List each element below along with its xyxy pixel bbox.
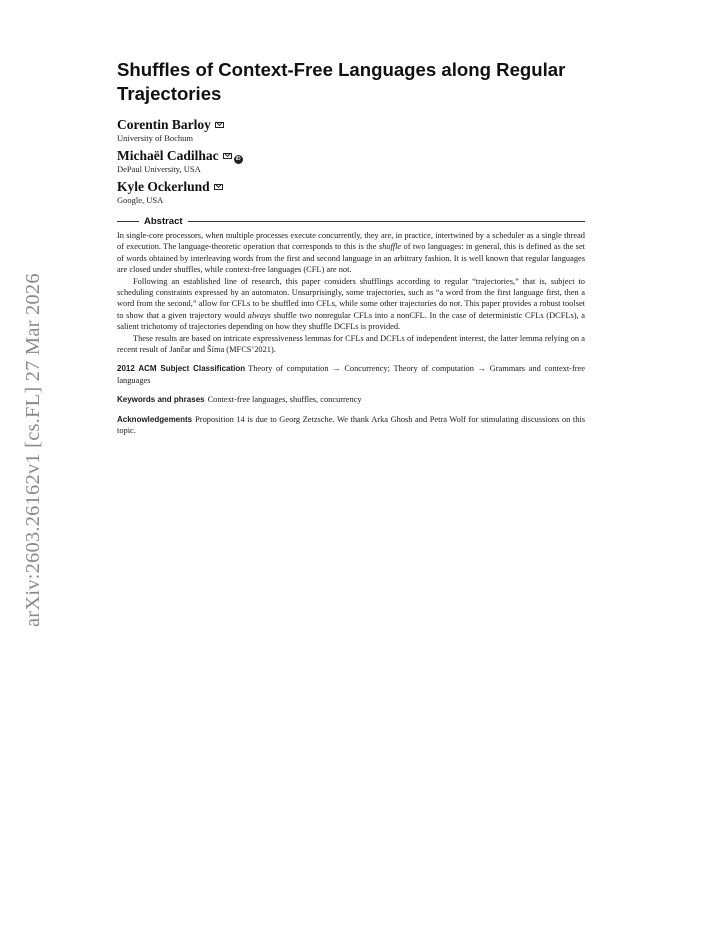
acknowledgements-label: Acknowledgements (117, 414, 193, 424)
abstract-heading (117, 216, 585, 227)
abstract-title: Abstract (144, 216, 183, 227)
author-name: Corentin Barloy (117, 117, 211, 132)
abstract-paragraph: Following an established line of research, this paper considers shufflings according to regular “trajectories,” that is, subject to scheduling constraints expressed by an automaton. Unsurprisingly, some trajectories, such as “a word from the first language first, then a word from the second,” allow for CFLs to be shuffled into CFLs, while some other trajectories do not. This paper provides a robust toolset to show that a given trajectory would always shuffle two nonregular CFLs into a nonCFL. In the case of deterministic CFLs (DCFLs), a salient trichotomy of trajectories depending on how they shuffle DCFLs is provided. (117, 276, 585, 332)
author-block (117, 117, 585, 144)
acknowledgements (117, 414, 585, 437)
keywords-text: Context-free languages, shuffles, concurrency (207, 395, 362, 405)
keywords (117, 394, 585, 405)
email-icon[interactable] (214, 184, 223, 190)
author-name: Kyle Ockerlund (117, 179, 210, 194)
acm-classification-text: Theory of computation → Concurrency; Theory of computation → Grammars and context-free languages (117, 364, 585, 385)
abstract-paragraph: These results are based on intricate expressiveness lemmas for CFLs and DCFLs of independent interest, the latter lemma relying on a recent result of Jančar and Šíma (MFCS’2021). (117, 333, 585, 355)
author-block (117, 148, 585, 175)
acknowledgements-text: Proposition 14 is due to Georg Zetzsche. We thank Arka Ghosh and Petra Wolf for stimulating discussions on this topic. (117, 414, 585, 436)
paper-first-page (117, 58, 585, 437)
author-affiliation: Google, USA (117, 195, 164, 205)
author-name: Michaël Cadilhac (117, 148, 219, 163)
acm-classification-label: 2012 ACM Subject Classification (117, 364, 246, 374)
keywords-label: Keywords and phrases (117, 395, 205, 405)
abstract-rule-right (188, 221, 585, 222)
orcid-icon[interactable]: iD (235, 156, 241, 162)
email-icon[interactable] (223, 153, 232, 159)
acm-classification (117, 363, 585, 386)
abstract-rule-left (117, 221, 139, 222)
author-affiliation: University of Bochum (117, 133, 194, 143)
email-icon[interactable] (215, 122, 224, 128)
author-block (117, 179, 585, 206)
paper-title: Shuffles of Context-Free Languages along Regular Trajectories (117, 59, 566, 104)
abstract-paragraph: In single-core processors, when multiple processes execute concurrently, they are, in practice, intertwined by a scheduler as a single thread of execution. The language-theoretic operation that corresponds to this is the shuffle of two languages: in general, this is defined as the set of words obtained by interleaving words from the first and second language in an arbitrary fashion. It is well known that regular languages are closed under shuffles, while context-free languages (CFL) are not. (117, 231, 585, 275)
abstract-body (117, 230, 585, 355)
arxiv-identifier: arXiv:2603.26162v1 [cs.FL] 27 Mar 2026 (22, 273, 44, 627)
author-affiliation: DePaul University, USA (117, 164, 201, 174)
